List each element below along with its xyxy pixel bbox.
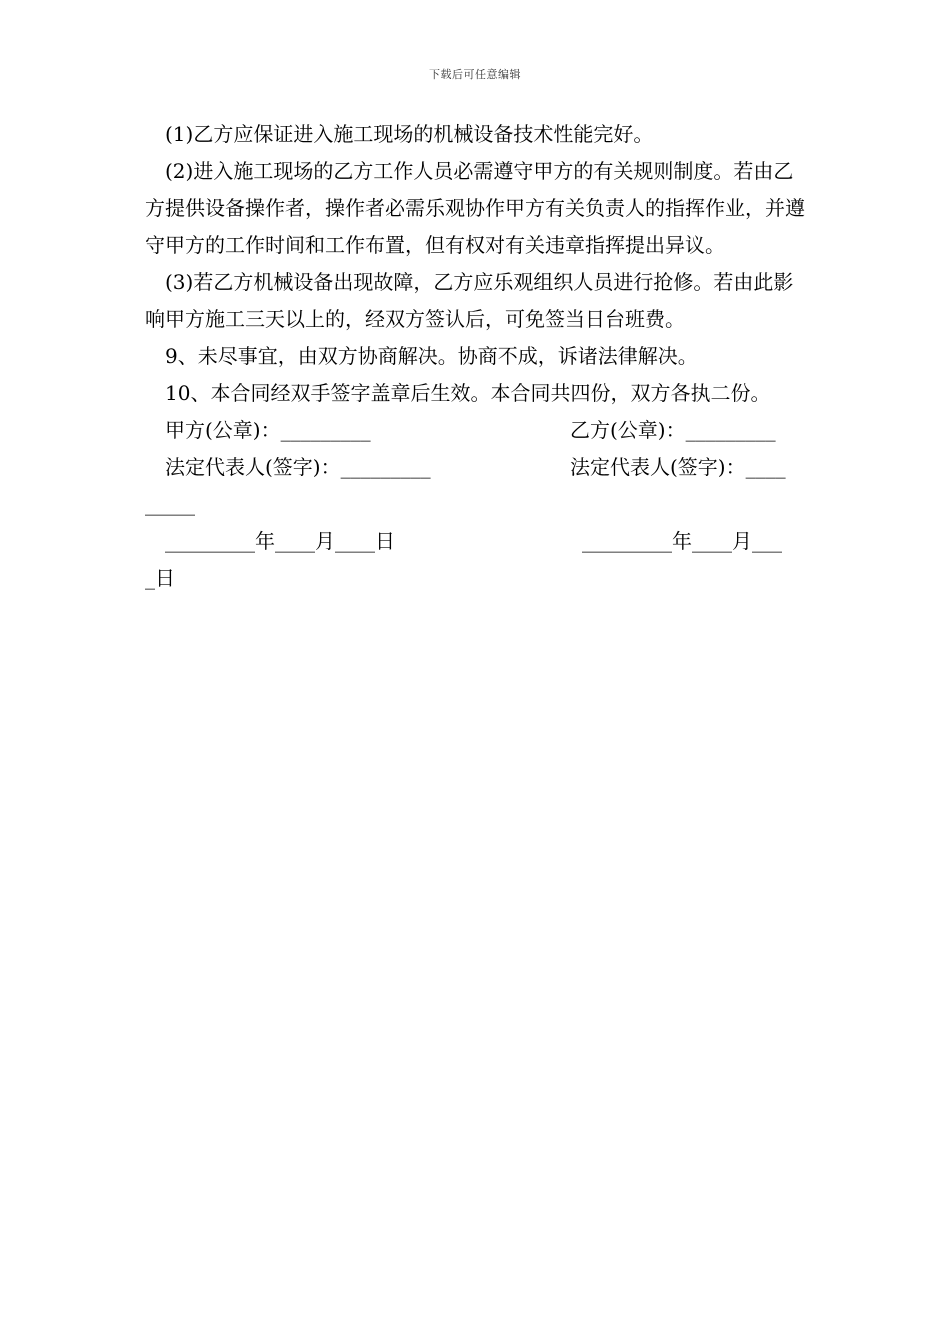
- party-b-representative: 法定代表人(签字)：____: [570, 455, 786, 479]
- party-b-representative-continued: _____: [145, 492, 195, 516]
- clause-3: (3)若乙方机械设备出现故障，乙方应乐观组织人员进行抢修。若由此影响甲方施工三天以上的，经双方签认后，可免签当日台班费。: [145, 270, 794, 331]
- clause-1: (1)乙方应保证进入施工现场的机械设备技术性能完好。: [165, 122, 654, 146]
- contract-body: [145, 116, 810, 597]
- clause-9: 9、未尽事宜，由双方协商解决。协商不成，诉诸法律解决。: [165, 344, 698, 368]
- party-a-date: _________年____月____日: [165, 529, 395, 553]
- clause-10: 10、本合同经双手签字盖章后生效。本合同共四份，双方各执二份。: [165, 381, 771, 405]
- page-header-note: 下载后可任意编辑: [429, 68, 521, 81]
- clause-2: (2)进入施工现场的乙方工作人员必需遵守甲方的有关规则制度。若由乙方提供设备操作者，操作者必需乐观协作甲方有关负责人的指挥作业，并遵守甲方的工作时间和工作布置，但有权对有关违章指挥提出异议。: [145, 159, 805, 257]
- party-b-date: _________年____月___: [582, 529, 782, 553]
- date-row: [145, 523, 810, 560]
- party-a-seal: 甲方(公章)：_________: [165, 418, 371, 442]
- representative-row: [145, 449, 810, 486]
- party-b-seal: 乙方(公章)：_________: [570, 418, 776, 442]
- party-b-date-continued: _日: [145, 566, 175, 590]
- party-a-representative: 法定代表人(签字)：_________: [165, 455, 431, 479]
- seal-row: [145, 412, 810, 449]
